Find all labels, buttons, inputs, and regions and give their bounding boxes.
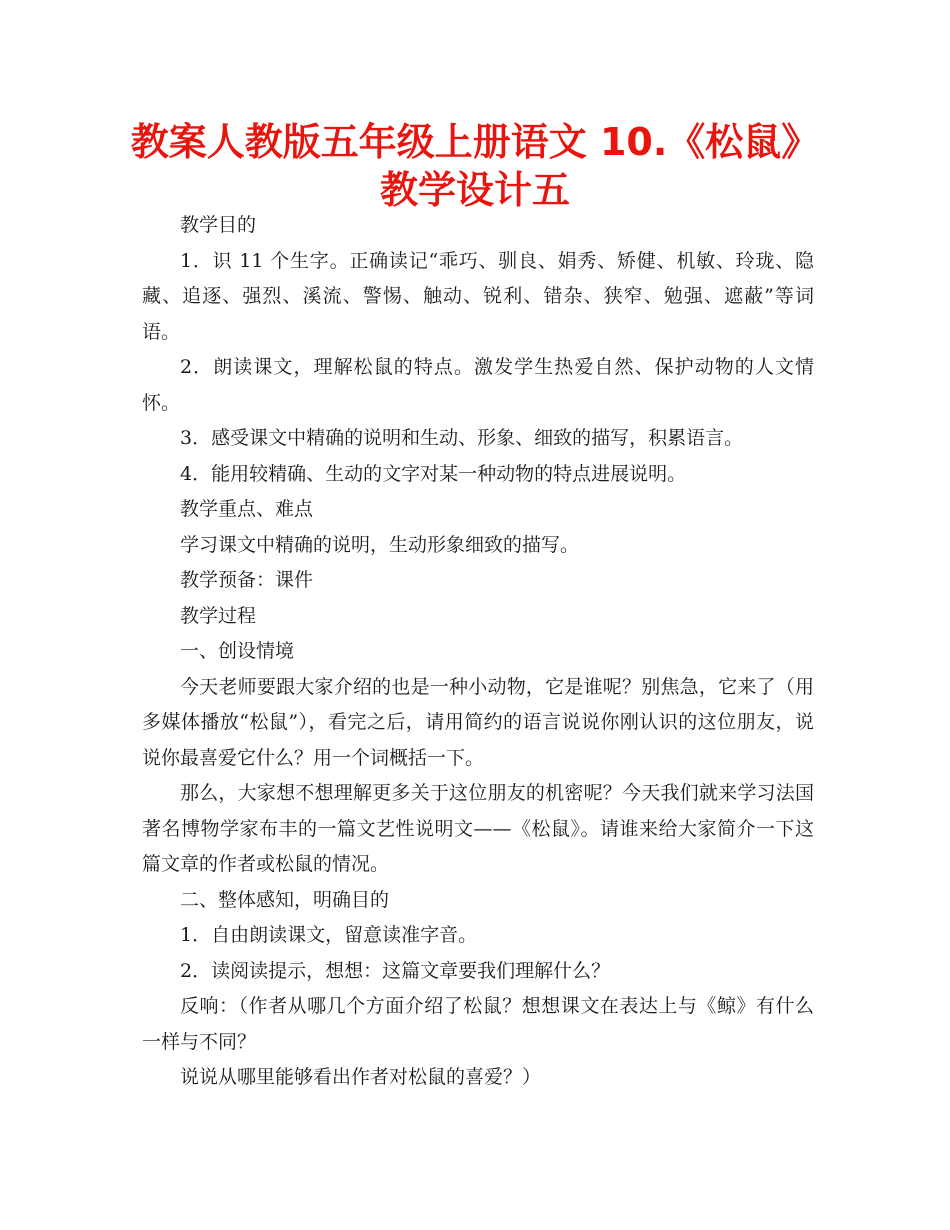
- section-2-feedback-cont: 说说从哪里能够看出作者对松鼠的喜爱？）: [180, 1066, 542, 1088]
- section-2-step-1: 1．自由朗读课文，留意读准字音。: [180, 924, 478, 946]
- document-title: 教案人教版五年级上册语文 10.《松鼠》教学设计五: [130, 120, 820, 212]
- heading-key-points: 教学重点、难点: [180, 498, 314, 520]
- section-1-paragraph-2: 那么，大家想不想理解更多关于这位朋友的机密呢？今天我们就来学习法国著名博物学家布丰的一篇文艺性说明文——《松鼠》。请谁来给大家简介一下这篇文章的作者或松鼠的情况。: [142, 782, 814, 875]
- section-2-heading: 二、整体感知，明确目的: [180, 888, 390, 911]
- preparation-text: 教学预备：课件: [180, 569, 314, 591]
- objective-4: 4．能用较精确、生动的文字对某一种动物的特点进展说明。: [180, 462, 687, 485]
- objective-3: 3．感受课文中精确的说明和生动、形象、细致的描写，积累语言。: [180, 427, 744, 449]
- document-body: [142, 208, 814, 1096]
- objective-2: 2．朗读课文，理解松鼠的特点。激发学生热爱自然、保护动物的人文情怀。: [142, 356, 814, 414]
- key-points-text: 学习课文中精确的说明，生动形象细致的描写。: [180, 533, 580, 556]
- section-1-paragraph-1: 今天老师要跟大家介绍的也是一种小动物，它是谁呢？别焦急，它来了（用多媒体播放“松鼠”），看完之后，请用简约的语言说说你刚认识的这位朋友，说说你最喜爱它什么？用一个词概括一下。: [142, 675, 814, 769]
- section-1-heading: 一、创设情境: [180, 640, 295, 662]
- heading-objectives: 教学目的: [180, 214, 257, 236]
- section-2-step-2: 2．读阅读提示，想想：这篇文章要我们理解什么？: [180, 959, 611, 982]
- objective-1: 1．识 11 个生字。正确读记“乖巧、驯良、娟秀、矫健、机敏、玲珑、隐藏、追逐、强烈、溪流、警惕、触动、锐利、错杂、狭窄、勉强、遮蔽”等词语。: [142, 249, 814, 343]
- heading-process: 教学过程: [180, 604, 257, 627]
- section-2-feedback: 反响：（作者从哪几个方面介绍了松鼠？想想课文在表达上与《鲸》有什么一样与不同？: [142, 995, 814, 1053]
